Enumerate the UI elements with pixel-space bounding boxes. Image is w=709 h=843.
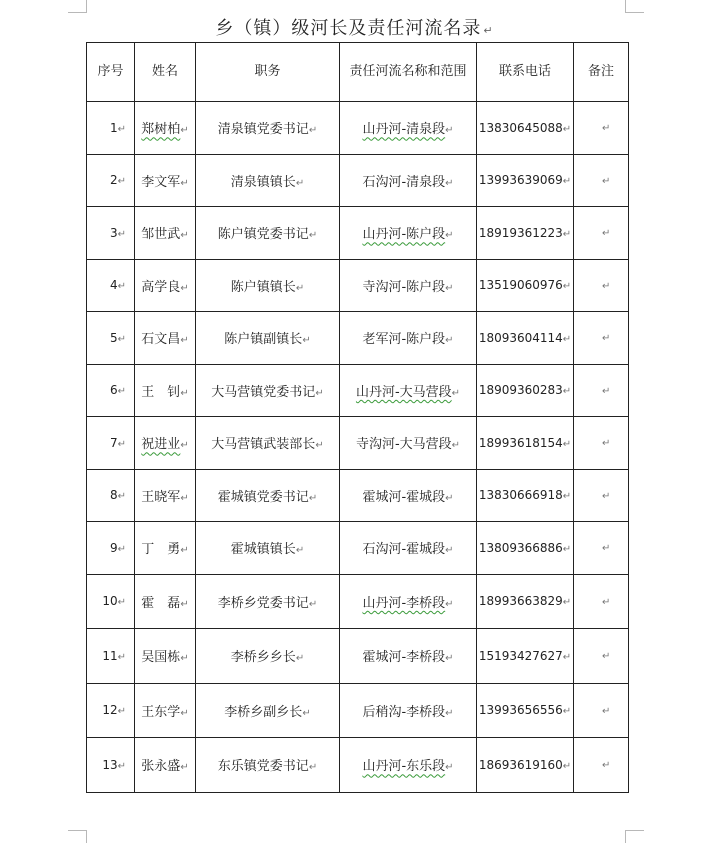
cell-index: [87, 738, 135, 793]
paragraph-mark-icon: ↵: [562, 597, 572, 609]
cell-note: [574, 417, 629, 470]
cell-phone: [477, 364, 574, 417]
paragraph-mark-icon: ↵: [308, 230, 318, 242]
cell-river-text: 山丹河-清泉段: [362, 122, 446, 138]
cell-name: [135, 738, 196, 793]
cell-river-text: 老军河-陈户段: [362, 332, 446, 348]
cell-phone-text: 18919361223: [478, 225, 563, 240]
paragraph-mark-icon: ↵: [308, 598, 318, 610]
table-row: [87, 629, 629, 684]
table-row: [87, 417, 629, 470]
cell-river: [340, 469, 477, 522]
paragraph-mark-icon: ↵: [562, 438, 572, 450]
paragraph-mark-icon: ↵: [180, 492, 189, 504]
cell-position: [196, 574, 340, 629]
crop-mark-bottom-right: [625, 830, 644, 843]
cell-river: [340, 364, 477, 417]
cell-position-text: 陈户镇副镇长: [224, 332, 303, 348]
crop-mark-top-right: [625, 0, 644, 13]
cell-name: [135, 629, 196, 684]
paragraph-mark-icon: ↵: [562, 760, 572, 772]
cell-name: [135, 522, 196, 575]
paragraph-mark-icon: ↵: [315, 387, 324, 399]
cell-river: [340, 417, 477, 470]
paragraph-mark-icon: ↵: [602, 438, 611, 450]
cell-name-text: 王东学: [141, 704, 181, 720]
table-body: [87, 102, 629, 793]
cell-phone: [477, 259, 574, 312]
cell-position: [196, 522, 340, 575]
cell-index-text: 7: [109, 435, 118, 450]
cell-name-text: 石文昌: [141, 332, 181, 348]
paragraph-mark-icon: ↵: [483, 24, 494, 37]
cell-river-text: 山丹河-东乐段: [362, 759, 446, 775]
header-phone: 联系电话: [477, 43, 574, 102]
paragraph-mark-icon: ↵: [562, 706, 572, 718]
cell-name-text: 郑树柏: [141, 122, 181, 138]
cell-phone: [477, 738, 574, 793]
paragraph-mark-icon: ↵: [117, 597, 126, 609]
cell-river: [340, 738, 477, 793]
paragraph-mark-icon: ↵: [445, 545, 454, 557]
cell-index: [87, 102, 135, 155]
paragraph-mark-icon: ↵: [562, 491, 572, 503]
paragraph-mark-icon: ↵: [602, 490, 611, 502]
paragraph-mark-icon: ↵: [180, 598, 189, 610]
cell-position: [196, 102, 340, 155]
paragraph-mark-icon: ↵: [117, 760, 126, 772]
cell-note: [574, 522, 629, 575]
paragraph-mark-icon: ↵: [445, 707, 454, 719]
paragraph-mark-icon: ↵: [602, 123, 611, 135]
paragraph-mark-icon: ↵: [180, 230, 189, 242]
cell-note: [574, 738, 629, 793]
cell-index: [87, 207, 135, 260]
paragraph-mark-icon: ↵: [180, 282, 189, 294]
paragraph-mark-icon: ↵: [445, 335, 454, 347]
cell-name: [135, 259, 196, 312]
cell-phone: [477, 574, 574, 629]
cell-name: [135, 417, 196, 470]
paragraph-mark-icon: ↵: [295, 282, 305, 294]
paragraph-mark-icon: ↵: [602, 596, 611, 608]
crop-mark-top-left: [68, 0, 87, 13]
cell-index: [87, 312, 135, 365]
cell-position: [196, 154, 340, 207]
table-row: [87, 364, 629, 417]
table-row: [87, 259, 629, 312]
paragraph-mark-icon: ↵: [117, 386, 126, 398]
cell-index-text: 8: [109, 488, 118, 503]
paragraph-mark-icon: ↵: [602, 385, 611, 397]
cell-phone: [477, 312, 574, 365]
paragraph-mark-icon: ↵: [562, 281, 572, 293]
cell-phone: [477, 469, 574, 522]
cell-phone: [477, 154, 574, 207]
cell-name-text: 张永盛: [141, 759, 181, 775]
paragraph-mark-icon: ↵: [117, 176, 126, 188]
table-row: [87, 207, 629, 260]
cell-river: [340, 522, 477, 575]
paragraph-mark-icon: ↵: [308, 492, 318, 504]
cell-phone-text: 13519060976: [478, 278, 563, 293]
paragraph-mark-icon: ↵: [180, 387, 189, 399]
paragraph-mark-icon: ↵: [451, 387, 461, 399]
paragraph-mark-icon: ↵: [180, 707, 189, 719]
cell-phone: [477, 417, 574, 470]
cell-name: [135, 364, 196, 417]
title-text: 乡（镇）级河长及责任河流名录: [215, 18, 482, 39]
paragraph-mark-icon: ↵: [445, 653, 454, 665]
cell-phone: [477, 207, 574, 260]
cell-phone: [477, 522, 574, 575]
cell-river-text: 寺沟河-陈户段: [362, 279, 446, 295]
cell-river: [340, 683, 477, 738]
cell-name: [135, 574, 196, 629]
cell-river-text: 山丹河-陈户段: [362, 227, 446, 243]
cell-river-text: 霍城河-李桥段: [362, 650, 446, 666]
cell-name-text: 祝进业: [141, 437, 181, 453]
cell-name: [135, 102, 196, 155]
paragraph-mark-icon: ↵: [180, 177, 189, 189]
cell-river: [340, 259, 477, 312]
cell-phone: [477, 629, 574, 684]
cell-note: [574, 469, 629, 522]
cell-index-text: 1: [109, 120, 118, 135]
paragraph-mark-icon: ↵: [562, 386, 572, 398]
cell-index: [87, 629, 135, 684]
cell-index-text: 2: [109, 173, 118, 188]
paragraph-mark-icon: ↵: [117, 706, 126, 718]
paragraph-mark-icon: ↵: [180, 125, 189, 137]
document-title: [0, 14, 709, 40]
crop-mark-bottom-left: [68, 830, 87, 843]
paragraph-mark-icon: ↵: [295, 545, 305, 557]
cell-position-text: 大马营镇党委书记: [211, 384, 316, 400]
cell-position-text: 清泉镇党委书记: [217, 122, 309, 138]
cell-position: [196, 683, 340, 738]
paragraph-mark-icon: ↵: [117, 281, 126, 293]
table-row: [87, 574, 629, 629]
header-note: 备注: [574, 43, 629, 102]
cell-index: [87, 574, 135, 629]
header-name: 姓名: [135, 43, 196, 102]
paragraph-mark-icon: ↵: [117, 438, 126, 450]
paragraph-mark-icon: ↵: [117, 228, 126, 240]
cell-river-text: 霍城河-霍城段: [362, 489, 446, 505]
paragraph-mark-icon: ↵: [445, 598, 454, 610]
cell-river: [340, 312, 477, 365]
cell-index: [87, 364, 135, 417]
cell-river: [340, 102, 477, 155]
paragraph-mark-icon: ↵: [180, 335, 189, 347]
cell-position: [196, 312, 340, 365]
paragraph-mark-icon: ↵: [445, 282, 454, 294]
cell-note: [574, 364, 629, 417]
cell-name: [135, 154, 196, 207]
cell-name-text: 丁 勇: [141, 542, 181, 558]
paragraph-mark-icon: ↵: [562, 651, 572, 663]
cell-position: [196, 469, 340, 522]
header-position: 职务: [196, 43, 340, 102]
table-row: [87, 154, 629, 207]
cell-note: [574, 574, 629, 629]
paragraph-mark-icon: ↵: [180, 762, 189, 774]
cell-index-text: 5: [109, 330, 118, 345]
cell-index-text: 4: [109, 278, 118, 293]
cell-index: [87, 417, 135, 470]
paragraph-mark-icon: ↵: [180, 440, 189, 452]
cell-index-text: 6: [109, 383, 118, 398]
paragraph-mark-icon: ↵: [562, 333, 572, 345]
cell-index-text: 13: [102, 757, 118, 772]
cell-river-text: 后稍沟-李桥段: [362, 704, 446, 720]
table-row: [87, 469, 629, 522]
cell-position-text: 霍城镇党委书记: [217, 489, 309, 505]
cell-note: [574, 207, 629, 260]
paragraph-mark-icon: ↵: [562, 543, 572, 555]
paragraph-mark-icon: ↵: [602, 543, 611, 555]
cell-name-text: 王 钊: [141, 384, 181, 400]
cell-phone-text: 13830645088: [478, 120, 563, 135]
cell-index-text: 12: [102, 703, 118, 718]
cell-note: [574, 102, 629, 155]
cell-note: [574, 629, 629, 684]
cell-river: [340, 207, 477, 260]
cell-position-text: 李桥乡乡长: [230, 650, 296, 666]
cell-name-text: 霍 磊: [141, 595, 181, 611]
cell-position-text: 李桥乡副乡长: [224, 704, 303, 720]
cell-phone-text: 15193427627: [478, 648, 563, 663]
paragraph-mark-icon: ↵: [602, 760, 611, 772]
cell-position-text: 清泉镇镇长: [230, 174, 296, 190]
table-header-row: [87, 43, 629, 102]
cell-position-text: 霍城镇镇长: [230, 542, 296, 558]
cell-name-text: 李文军: [141, 174, 181, 190]
paragraph-mark-icon: ↵: [117, 491, 126, 503]
paragraph-mark-icon: ↵: [445, 125, 454, 137]
cell-note: [574, 683, 629, 738]
cell-phone: [477, 683, 574, 738]
cell-position: [196, 417, 340, 470]
paragraph-mark-icon: ↵: [602, 280, 611, 292]
paragraph-mark-icon: ↵: [602, 705, 611, 717]
paragraph-mark-icon: ↵: [117, 123, 126, 135]
paragraph-mark-icon: ↵: [308, 762, 318, 774]
cell-name: [135, 207, 196, 260]
cell-note: [574, 154, 629, 207]
cell-phone-text: 13993656556: [478, 703, 563, 718]
cell-river-text: 石沟河-清泉段: [362, 174, 446, 190]
cell-position: [196, 738, 340, 793]
cell-river: [340, 154, 477, 207]
paragraph-mark-icon: ↵: [180, 545, 189, 557]
cell-river-text: 山丹河-李桥段: [362, 595, 446, 611]
paragraph-mark-icon: ↵: [295, 177, 305, 189]
cell-phone-text: 18909360283: [478, 383, 563, 398]
paragraph-mark-icon: ↵: [302, 335, 311, 347]
cell-phone-text: 18993618154: [478, 435, 563, 450]
paragraph-mark-icon: ↵: [117, 651, 126, 663]
header-river: 责任河流名称和范围: [340, 43, 477, 102]
cell-phone-text: 18693619160: [478, 757, 563, 772]
paragraph-mark-icon: ↵: [308, 125, 318, 137]
table-row: [87, 683, 629, 738]
cell-phone: [477, 102, 574, 155]
cell-index-text: 11: [102, 648, 118, 663]
cell-index: [87, 154, 135, 207]
cell-position: [196, 629, 340, 684]
cell-index-text: 10: [102, 594, 118, 609]
paragraph-mark-icon: ↵: [602, 651, 611, 663]
cell-position-text: 李桥乡党委书记: [217, 595, 309, 611]
cell-position: [196, 259, 340, 312]
cell-name: [135, 312, 196, 365]
paragraph-mark-icon: ↵: [315, 440, 324, 452]
paragraph-mark-icon: ↵: [602, 175, 611, 187]
cell-index: [87, 522, 135, 575]
cell-note: [574, 259, 629, 312]
river-chief-table: [86, 42, 629, 793]
cell-name-text: 王晓军: [141, 489, 181, 505]
cell-index: [87, 259, 135, 312]
paragraph-mark-icon: ↵: [295, 653, 305, 665]
cell-phone-text: 18093604114: [478, 330, 563, 345]
paragraph-mark-icon: ↵: [562, 176, 572, 188]
table-row: [87, 522, 629, 575]
cell-index-text: 3: [109, 225, 118, 240]
table-row: [87, 738, 629, 793]
cell-note: [574, 312, 629, 365]
paragraph-mark-icon: ↵: [117, 333, 126, 345]
paragraph-mark-icon: ↵: [302, 707, 311, 719]
paragraph-mark-icon: ↵: [445, 230, 454, 242]
cell-position-text: 陈户镇镇长: [230, 279, 296, 295]
header-index: 序号: [87, 43, 135, 102]
paragraph-mark-icon: ↵: [445, 492, 454, 504]
cell-name-text: 高学良: [141, 279, 181, 295]
cell-position-text: 东乐镇党委书记: [217, 759, 309, 775]
paragraph-mark-icon: ↵: [445, 177, 454, 189]
table-row: [87, 312, 629, 365]
cell-river: [340, 629, 477, 684]
paragraph-mark-icon: ↵: [602, 228, 611, 240]
cell-index: [87, 469, 135, 522]
paragraph-mark-icon: ↵: [602, 333, 611, 345]
cell-position: [196, 207, 340, 260]
cell-index: [87, 683, 135, 738]
cell-phone-text: 18993663829: [478, 594, 563, 609]
cell-name: [135, 469, 196, 522]
cell-position-text: 大马营镇武装部长: [211, 437, 316, 453]
paragraph-mark-icon: ↵: [180, 653, 189, 665]
cell-name: [135, 683, 196, 738]
cell-index-text: 9: [109, 540, 118, 555]
cell-name-text: 邹世武: [141, 227, 181, 243]
cell-name-text: 吴国栋: [141, 650, 181, 666]
paragraph-mark-icon: ↵: [445, 762, 454, 774]
cell-river-text: 石沟河-霍城段: [362, 542, 446, 558]
cell-position-text: 陈户镇党委书记: [217, 227, 309, 243]
paragraph-mark-icon: ↵: [562, 228, 572, 240]
cell-phone-text: 13830666918: [478, 488, 563, 503]
paragraph-mark-icon: ↵: [562, 123, 572, 135]
cell-phone-text: 13993639069: [478, 173, 563, 188]
paragraph-mark-icon: ↵: [117, 543, 126, 555]
table-row: [87, 102, 629, 155]
cell-river-text: 寺沟河-大马营段: [355, 437, 452, 453]
cell-river-text: 山丹河-大马营段: [355, 384, 452, 400]
cell-phone-text: 13809366886: [478, 540, 563, 555]
cell-river: [340, 574, 477, 629]
cell-position: [196, 364, 340, 417]
paragraph-mark-icon: ↵: [451, 440, 461, 452]
